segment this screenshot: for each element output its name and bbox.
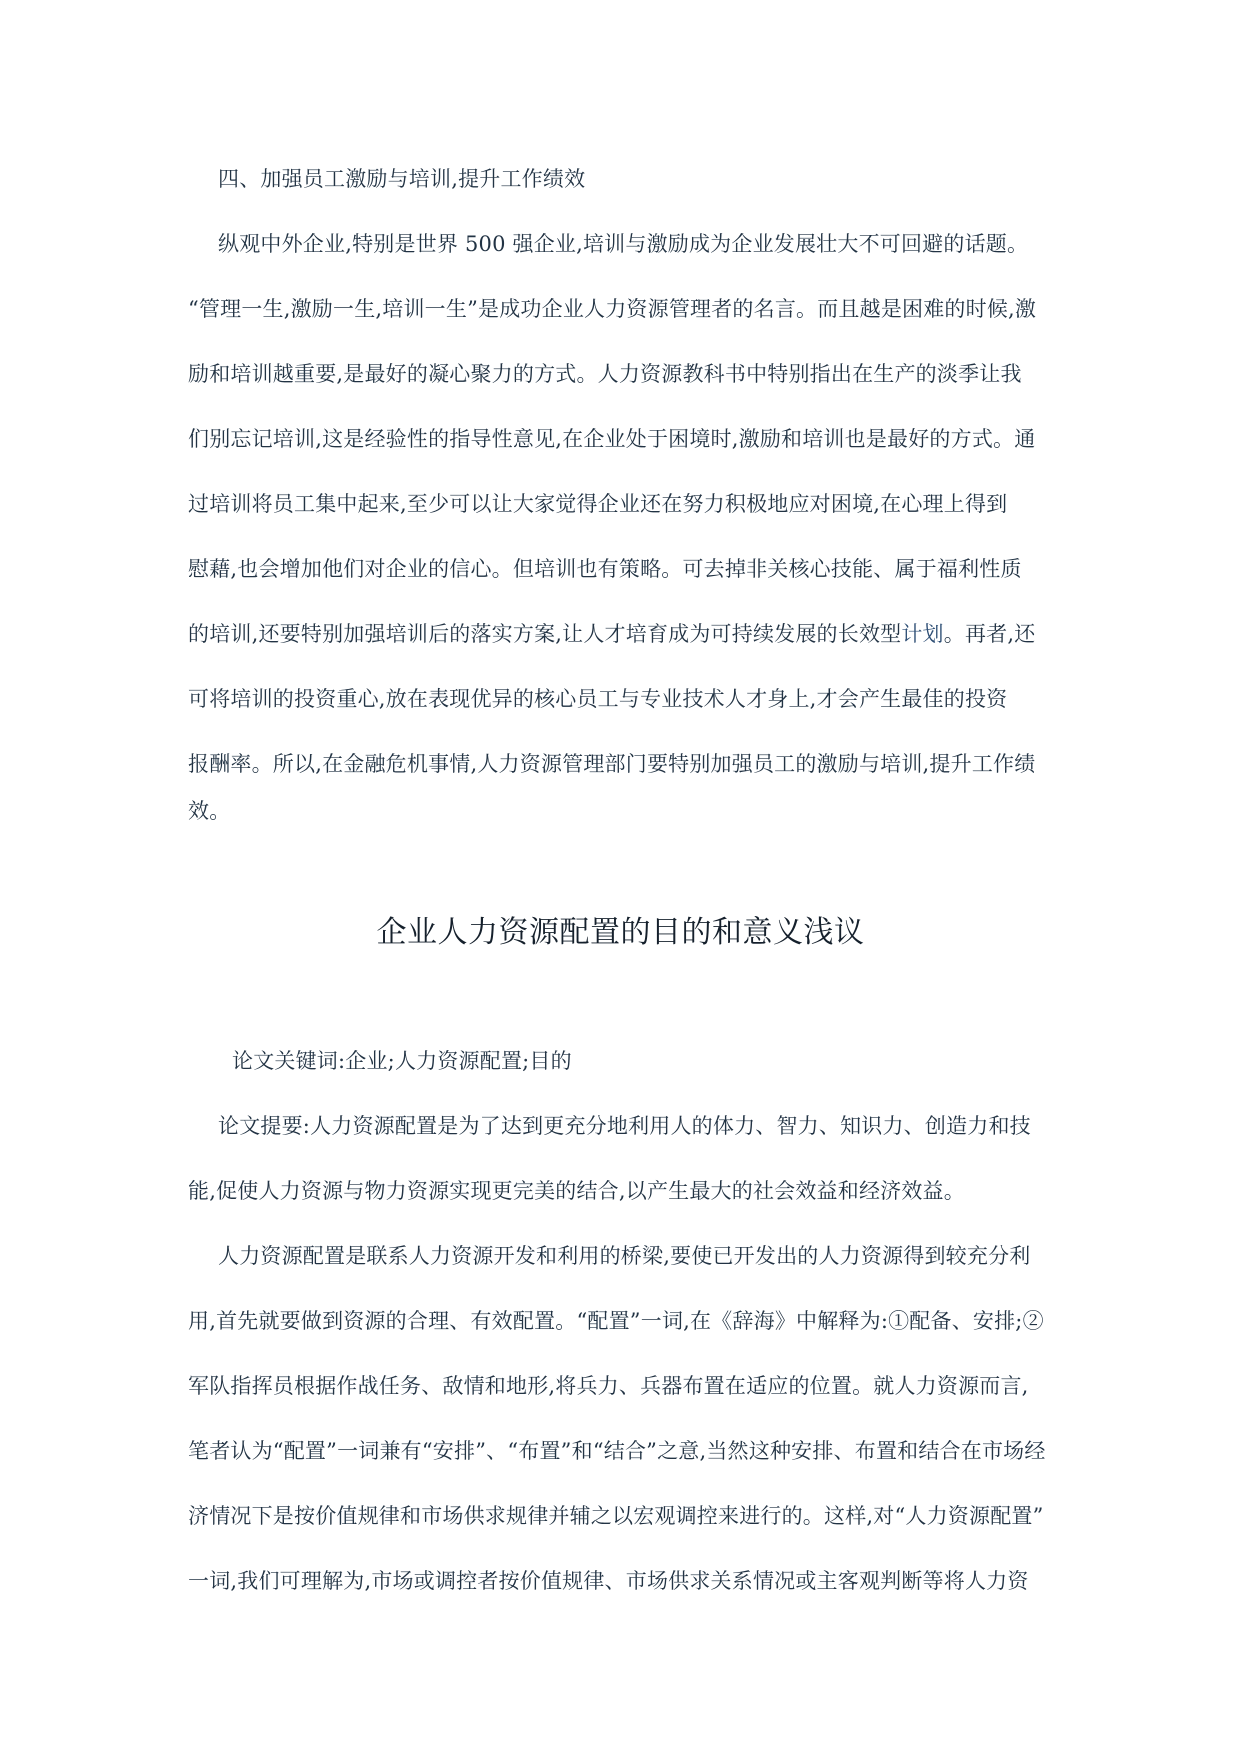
section-heading: 四、加强员工激励与培训,提升工作绩效 <box>218 167 586 191</box>
paragraph-line: 慰藉,也会增加他们对企业的信心。但培训也有策略。可去掉非关核心技能、属于福利性质 <box>188 557 1022 581</box>
body-line: 一词,我们可理解为,市场或调控者按价值规律、市场供求关系情况或主客观判断等将人力资 <box>188 1569 1029 1593</box>
body-line: 人力资源配置是联系人力资源开发和利用的桥梁,要使已开发出的人力资源得到较充分利 <box>218 1244 1031 1268</box>
paragraph-line: 纵观中外企业,特别是世界 500 强企业,培训与激励成为企业发展壮大不可回避的话题。 <box>218 232 1029 256</box>
paragraph-line: 报酬率。所以,在金融危机事情,人力资源管理部门要特别加强员工的激励与培训,提升工作绩 <box>188 752 1036 776</box>
line-text: 的培训,还要特别加强培训后的落实方案,让人才培育成为可持续发展的长效型 <box>188 622 902 646</box>
paragraph-line: “管理一生,激励一生,培训一生”是成功企业人力资源管理者的名言。而且越是困难的时候,激 <box>188 297 1037 321</box>
keywords-line: 论文关键词:企业;人力资源配置;目的 <box>232 1049 572 1073</box>
article-title: 企业人力资源配置的目的和意义浅议 <box>376 915 865 950</box>
body-line: 笔者认为“配置”一词兼有“安排”、“布置”和“结合”之意,当然这种安排、布置和结合在市场经 <box>188 1439 1046 1463</box>
paragraph-line: 们别忘记培训,这是经验性的指导性意见,在企业处于困境时,激励和培训也是最好的方式。通 <box>188 427 1036 451</box>
line-text: 。再者,还 <box>943 622 1036 646</box>
abstract-line: 论文提要:人力资源配置是为了达到更充分地利用人的体力、智力、知识力、创造力和技 <box>218 1114 1031 1138</box>
body-line: 用,首先就要做到资源的合理、有效配置。“配置”一词,在《辞海》中解释为:①配备、安排;② <box>188 1309 1044 1333</box>
paragraph-line <box>188 620 1068 648</box>
paragraph-line: 励和培训越重要,是最好的凝心聚力的方式。人力资源教科书中特别指出在生产的淡季让我 <box>188 362 1022 386</box>
paragraph-line: 可将培训的投资重心,放在表现优异的核心员工与专业技术人才身上,才会产生最佳的投资 <box>188 687 1008 711</box>
body-line: 济情况下是按价值规律和市场供求规律并辅之以宏观调控来进行的。这样,对“人力资源配置” <box>188 1504 1044 1528</box>
body-line: 军队指挥员根据作战任务、敌情和地形,将兵力、兵器布置在适应的位置。就人力资源而言, <box>188 1374 1029 1398</box>
paragraph-line: 过培训将员工集中起来,至少可以让大家觉得企业还在努力积极地应对困境,在心理上得到 <box>188 492 1008 516</box>
abstract-line: 能,促使人力资源与物力资源实现更完美的结合,以产生最大的社会效益和经济效益。 <box>188 1179 965 1203</box>
paragraph-line: 效。 <box>188 799 231 823</box>
link-text[interactable]: 计划 <box>901 622 944 646</box>
